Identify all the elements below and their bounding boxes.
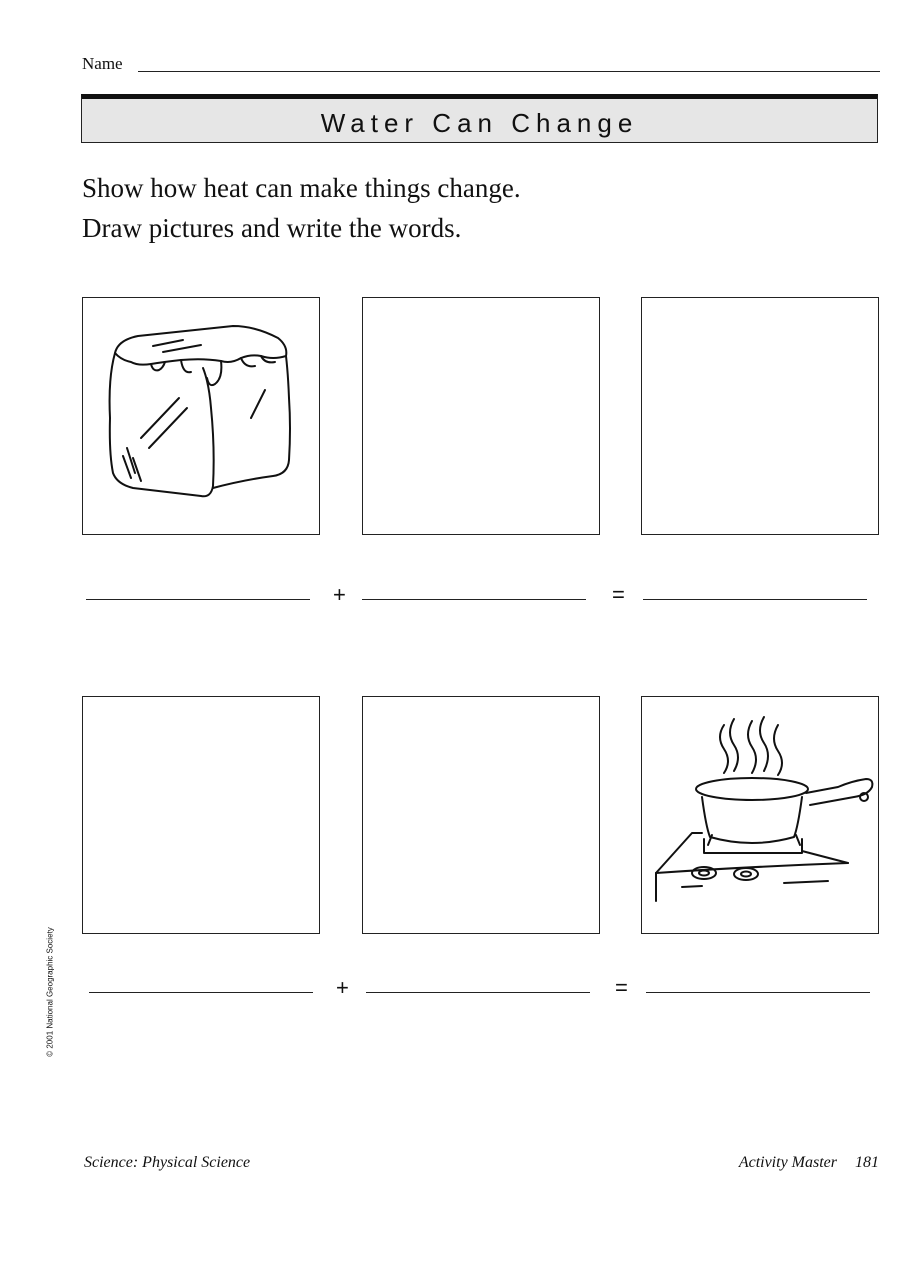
picture-box-blank-3[interactable] [82, 696, 320, 934]
name-label: Name [82, 54, 123, 73]
instruction-line-2: Draw pictures and write the words. [82, 213, 462, 243]
picture-box-boiling-pot [641, 696, 879, 934]
answer-line-4[interactable] [89, 992, 313, 993]
boiling-pot-icon [642, 697, 880, 935]
instruction-line-1: Show how heat can make things change. [82, 173, 521, 203]
page-title: Water Can Change [320, 108, 639, 138]
instructions [82, 168, 521, 248]
picture-box-blank-1[interactable] [362, 297, 600, 535]
title-bar [81, 94, 878, 143]
equals-operator: = [612, 582, 625, 607]
picture-box-blank-2[interactable] [641, 297, 879, 535]
answer-line-5[interactable] [366, 992, 590, 993]
name-row [82, 52, 880, 76]
plus-operator: + [336, 975, 349, 1000]
name-field-line[interactable] [138, 71, 880, 72]
plus-operator: + [333, 582, 346, 607]
answer-line-6[interactable] [646, 992, 870, 993]
footer-activity [739, 1154, 879, 1172]
picture-box-ice-cube [82, 297, 320, 535]
picture-box-blank-4[interactable] [362, 696, 600, 934]
page-number: 181 [855, 1154, 879, 1171]
footer-activity-label: Activity Master [738, 1154, 837, 1171]
equals-operator: = [615, 975, 628, 1000]
answer-line-2[interactable] [362, 599, 586, 600]
copyright-notice: © 2001 National Geographic Society [45, 927, 55, 1057]
answer-line-1[interactable] [86, 599, 310, 600]
ice-cube-icon [83, 298, 321, 536]
footer-subject: Science: Physical Science [84, 1154, 251, 1171]
answer-line-3[interactable] [643, 599, 867, 600]
